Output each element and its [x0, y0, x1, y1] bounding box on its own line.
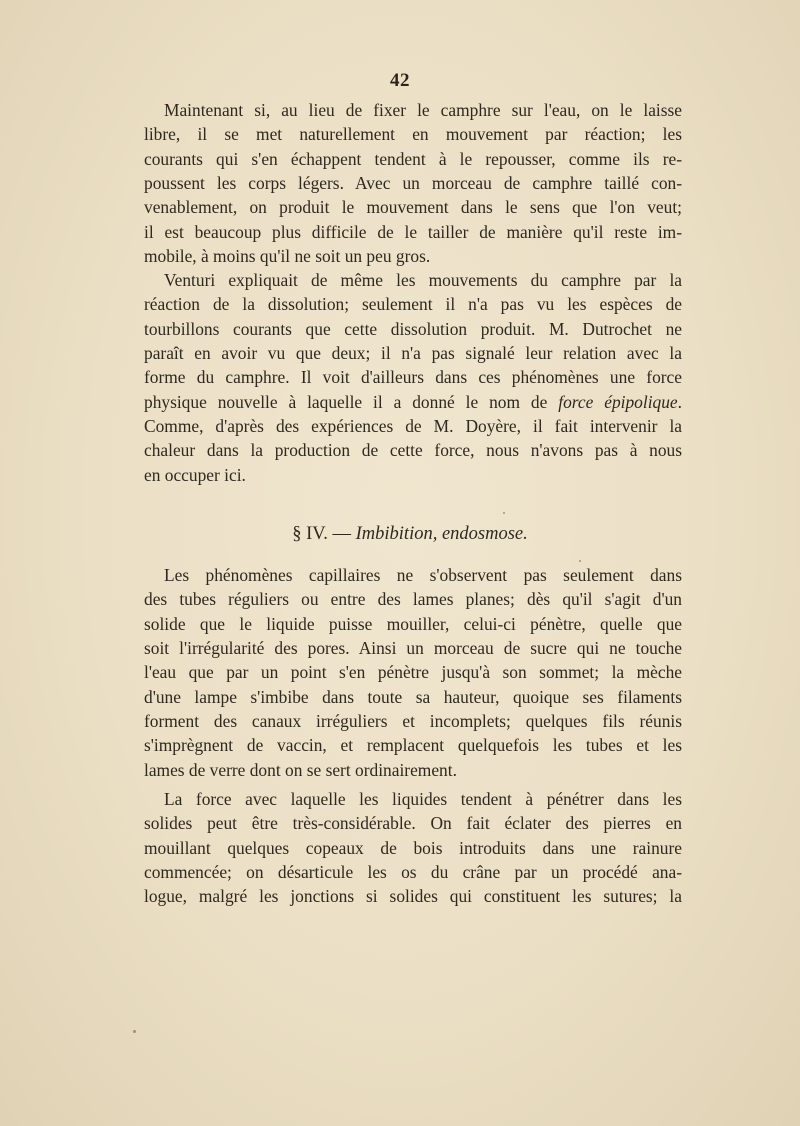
text-line: soit l'irrégularité des pores. Ainsi un morceau de sucre qui ne touche — [144, 638, 682, 659]
section-title: Imbibition, endosmose. — [355, 524, 528, 544]
text-line: libre, il se met naturellement en mouvement par réaction; les — [144, 124, 682, 145]
text-line: poussent les corps légers. Avec un morceau de camphre taillé con- — [144, 173, 682, 194]
paragraph-phenomenes-capillaires — [144, 563, 682, 782]
text-line: solide que le liquide puisse mouiller, celui-ci pénètre, quelle que — [144, 613, 682, 634]
page-number: 42 — [390, 70, 410, 91]
text-line: mouillant quelques copeaux de bois introduits dans une rainure — [144, 837, 682, 858]
text-line: Comme, d'après des expériences de M. Doyère, il fait intervenir la — [144, 416, 682, 437]
text-line: réaction de la dissolution; seulement il n'a pas vu les espèces de — [144, 294, 682, 315]
text-line: mobile, à moins qu'il ne soit un peu gros. — [144, 246, 431, 267]
text-line: courants qui s'en échappent tendent à le repousser, comme ils re- — [144, 148, 682, 169]
text-line: logue, malgré les jonctions si solides qui constituent les sutures; la — [144, 886, 682, 907]
paragraph-camphre-mouvement — [144, 98, 682, 268]
paragraph-force-penetration — [144, 787, 682, 909]
paper-speck — [503, 512, 505, 514]
text-line: il est beaucoup plus difficile de le tailler de manière qu'il reste im- — [144, 221, 682, 242]
italic-suffix: . — [677, 391, 682, 412]
text-line: lames de verre dont on se sert ordinairement. — [144, 759, 457, 780]
text-line: paraît en avoir vu que deux; il n'a pas signalé leur relation avec la — [144, 343, 682, 364]
text-line: l'eau que par un point s'en pénètre jusqu'à son sommet; la mèche — [144, 662, 682, 683]
section-heading — [0, 524, 800, 545]
text-line: solides peut être très-considérable. On fait éclater des pierres en — [144, 813, 682, 834]
paper-speck — [579, 560, 581, 562]
text-line: des tubes réguliers ou entre des lames planes; dès qu'il s'agit d'un — [144, 589, 682, 610]
text-line: Les phénomènes capillaires ne s'observent pas seulement dans — [164, 565, 682, 585]
text-line: tourbillons courants que cette dissolution produit. M. Dutrochet ne — [144, 318, 682, 339]
paragraph-venturi — [144, 268, 682, 487]
section-mark: § IV. — — [292, 524, 351, 544]
italic-term: force épipolique — [558, 391, 678, 412]
text-line: Maintenant si, au lieu de fixer le camphre sur l'eau, on le laisse — [164, 100, 682, 120]
text-line: commencée; on désarticule les os du crâne par un procédé ana- — [144, 862, 682, 883]
paper-speck — [133, 1030, 136, 1033]
text-line: Venturi expliquait de même les mouvements du camphre par la — [164, 270, 682, 290]
text-line-with-italic — [144, 390, 682, 414]
text-line: venablement, on produit le mouvement dans le sens que l'on veut; — [144, 197, 682, 218]
text-line: forme du camphre. Il voit d'ailleurs dans ces phénomènes une force — [144, 367, 682, 388]
text-line: chaleur dans la production de cette force, nous n'avons pas à nous — [144, 440, 682, 461]
text-line: La force avec laquelle les liquides tendent à pénétrer dans les — [164, 789, 682, 809]
text-line: s'imprègnent de vaccin, et remplacent quelquefois les tubes et les — [144, 735, 682, 756]
text-line: forment des canaux irréguliers et incomplets; quelques fils réunis — [144, 711, 682, 732]
text-fragment: physique nouvelle à laquelle il a donné le nom de — [144, 391, 548, 412]
text-line: en occuper ici. — [144, 464, 246, 485]
text-line: d'une lampe s'imbibe dans toute sa hauteur, quoique ses filaments — [144, 686, 682, 707]
